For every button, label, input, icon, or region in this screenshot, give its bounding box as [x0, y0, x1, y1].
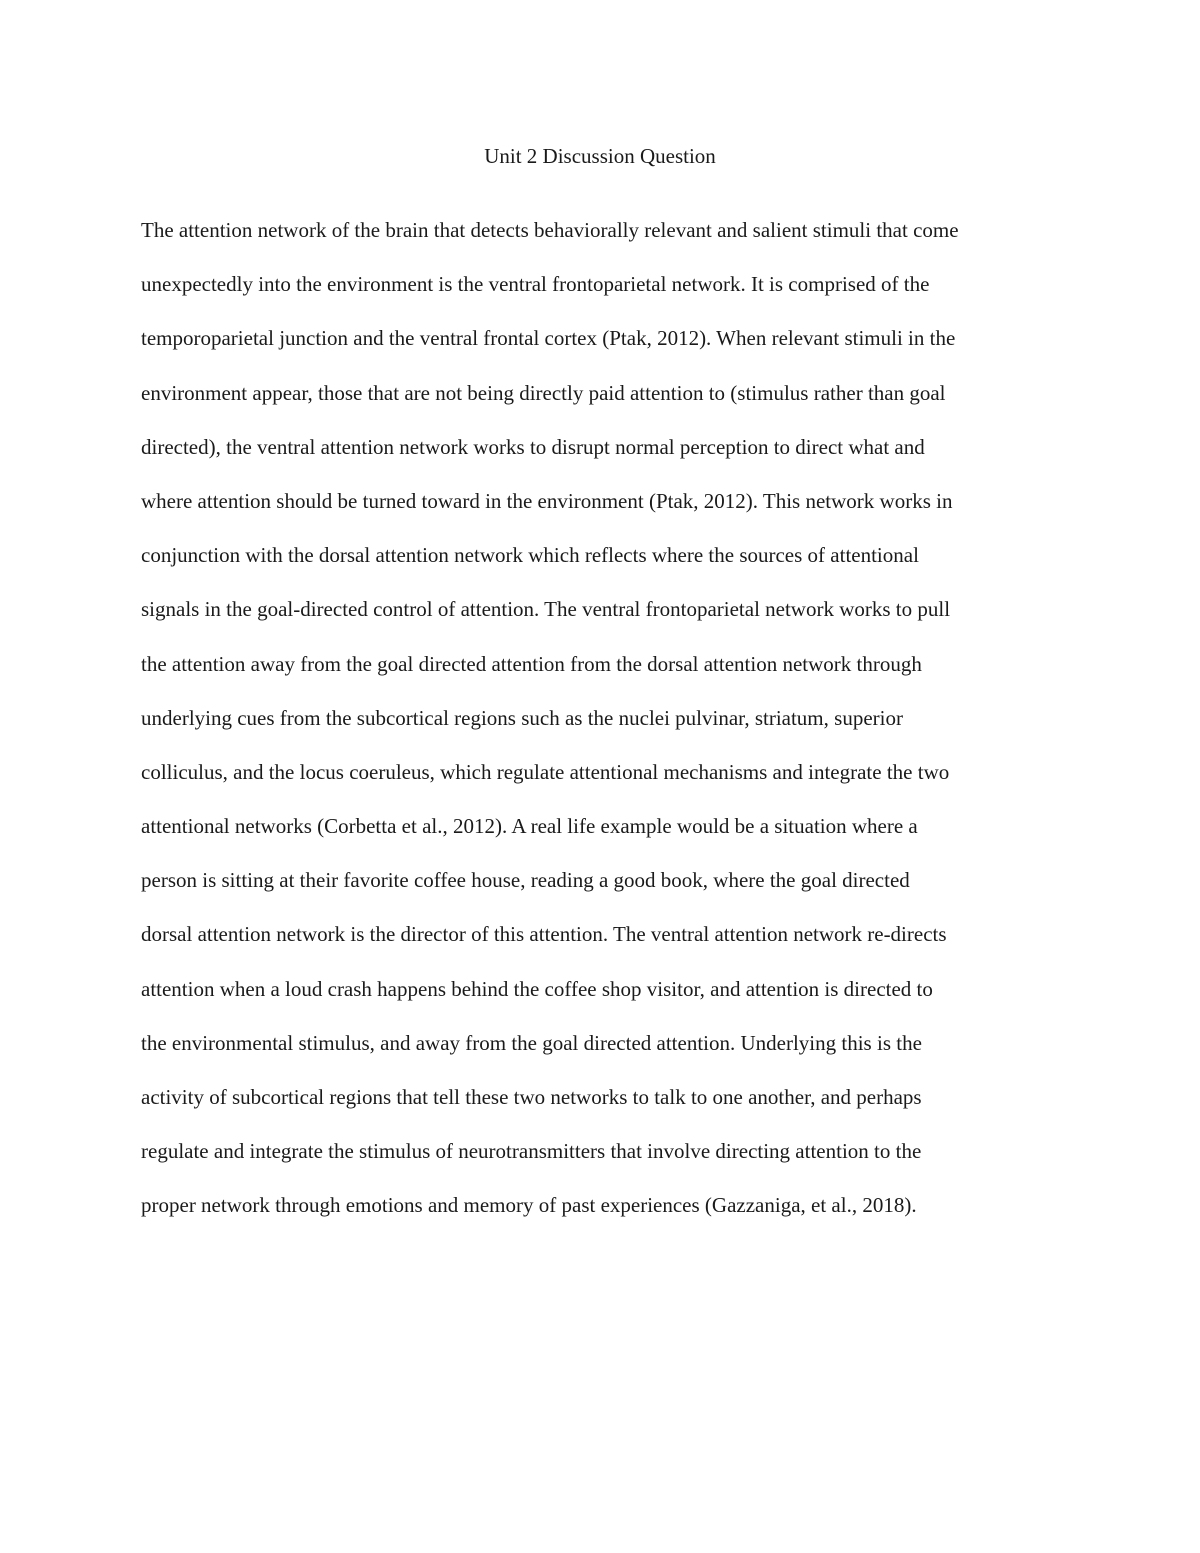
body-line: where attention should be turned toward in the environment (Ptak, 2012). This network works in [141, 488, 953, 513]
body-line: The attention network of the brain that detects behaviorally relevant and salient stimuli that come [141, 218, 959, 242]
body-line: the environmental stimulus, and away from the goal directed attention. Underlying this is the [141, 1030, 922, 1055]
body-line: regulate and integrate the stimulus of neurotransmitters that involve directing attention to the [141, 1139, 922, 1164]
body-line: person is sitting at their favorite coffee house, reading a good book, where the goal directed [141, 868, 910, 893]
body-line: colliculus, and the locus coeruleus, which regulate attentional mechanisms and integrate the two [141, 759, 950, 784]
document-body [141, 212, 1071, 1242]
body-line: directed), the ventral attention network works to disrupt normal perception to direct what and [141, 434, 925, 459]
document-title: Unit 2 Discussion Question [484, 144, 716, 168]
body-line: dorsal attention network is the director of this attention. The ventral attention network re-directs [141, 922, 947, 947]
body-line: temporoparietal junction and the ventral frontal cortex (Ptak, 2012). When relevant stimuli in the [141, 326, 956, 351]
body-line: conjunction with the dorsal attention network which reflects where the sources of attentional [141, 543, 919, 568]
body-line: unexpectedly into the environment is the ventral frontoparietal network. It is comprised of the [141, 272, 930, 297]
body-line: attentional networks (Corbetta et al., 2012). A real life example would be a situation where a [141, 814, 918, 839]
body-line: underlying cues from the subcortical regions such as the nuclei pulvinar, striatum, superior [141, 705, 903, 730]
body-line: activity of subcortical regions that tell these two networks to talk to one another, and perhaps [141, 1085, 922, 1109]
body-line: attention when a loud crash happens behind the coffee shop visitor, and attention is directed to [141, 976, 933, 1001]
body-line: proper network through emotions and memory of past experiences (Gazzaniga, et al., 2018). [141, 1193, 917, 1218]
body-line: signals in the goal-directed control of attention. The ventral frontoparietal network works to pull [141, 597, 951, 622]
body-line: environment appear, those that are not being directly paid attention to (stimulus rather than goal [141, 380, 946, 405]
body-line: the attention away from the goal directed attention from the dorsal attention network through [141, 651, 922, 676]
